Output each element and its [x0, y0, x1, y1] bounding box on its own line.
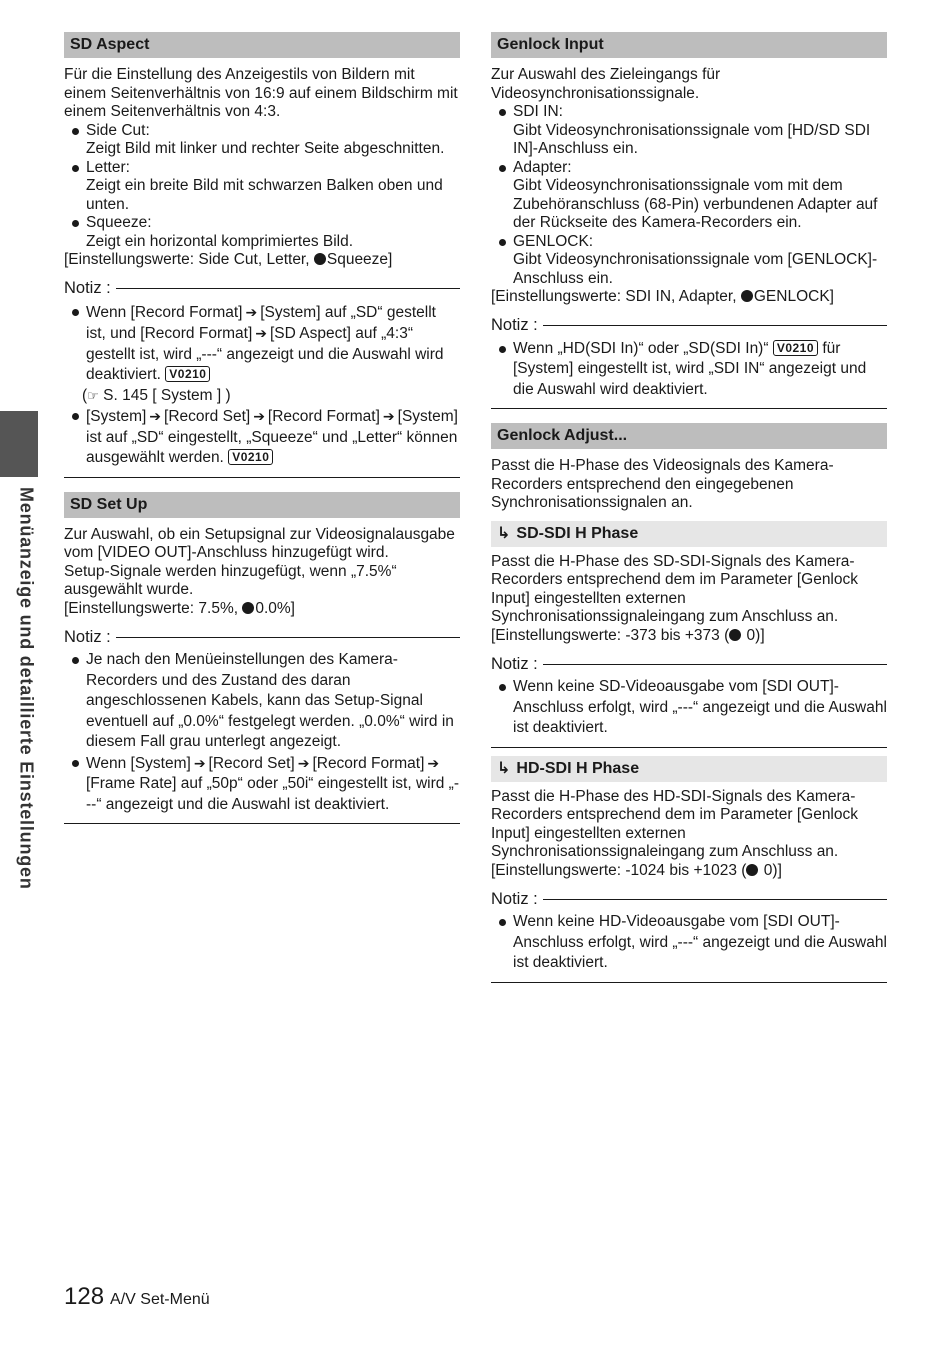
- note-text: [Record Format]: [267, 408, 380, 425]
- section-text: Setup-Signale werden hinzugefügt, wenn „7.5%“ ausgewählt wurde.: [64, 562, 397, 598]
- note-item: Wenn keine HD-Videoausgabe vom [SDI OUT]-Anschluss erfolgt, wird „---“ angezeigt und die Auswahl ist deaktiviert.: [491, 912, 887, 974]
- default-marker-icon: [729, 629, 741, 641]
- note-item: [491, 339, 887, 401]
- settings-default: Squeeze]: [326, 251, 393, 268]
- note-item: Je nach den Menüeinstellungen des Kamera-Recorders und des Zustand des daran angeschlossenen Kabels, kann das Setup-Signal eventuell auf „0.0%“ festgelegt werden. „0.0%“ wird in diesem Fall grau unterlegt angezeigt.: [64, 650, 460, 753]
- note-label: Notiz :: [64, 627, 111, 646]
- settings-prefix: [Einstellungswerte: -1024 bis +1023 (: [491, 861, 747, 879]
- note-text: Wenn [Record Format]: [86, 303, 243, 321]
- note-heading: [491, 653, 887, 675]
- note-item: [64, 753, 460, 816]
- section-intro: Passt die H-Phase des Videosignals des Kamera-Recorders entsprechend den eingegebenen Synchronisationssignalen an.: [491, 457, 834, 511]
- note-rule: [116, 288, 460, 289]
- note-heading: [491, 888, 887, 910]
- option-term: Squeeze:: [86, 214, 152, 231]
- option-item: [64, 122, 460, 159]
- note-heading: [491, 315, 887, 337]
- right-column: [491, 32, 887, 997]
- section-end-rule: [64, 477, 460, 478]
- settings-values: [64, 600, 460, 619]
- sub-item-arrow-icon: ↳: [497, 759, 511, 777]
- section-sd-set-up: [64, 492, 460, 825]
- option-term: SDI IN:: [513, 103, 563, 120]
- arrow-right-icon: ➔: [255, 325, 267, 341]
- option-term: Side Cut:: [86, 121, 150, 139]
- section-intro: Zur Auswahl, ob ein Setupsignal zur Videosignalausgabe vom [VIDEO OUT]-Anschluss hinzugefügt wird.: [64, 525, 455, 561]
- option-desc: Gibt Videosynchronisationssignale vom [HD/SD SDI IN]-Anschluss ein.: [513, 121, 871, 157]
- note-list: [491, 677, 887, 739]
- side-tab-marker: [0, 411, 38, 477]
- settings-default: GENLOCK]: [753, 288, 834, 305]
- sub-item-arrow-icon: ↳: [497, 524, 511, 542]
- page-footer: [64, 1283, 210, 1310]
- note-rule: [543, 664, 887, 665]
- version-badge: V0210: [773, 340, 818, 356]
- subsection-heading-hd-sdi-h-phase: [491, 756, 887, 782]
- arrow-right-icon: ➔: [149, 408, 162, 424]
- default-marker-icon: [242, 602, 254, 614]
- note-item: Wenn keine SD-Videoausgabe vom [SDI OUT]-Anschluss erfolgt, wird „---“ angezeigt und die Auswahl ist deaktiviert.: [491, 677, 887, 739]
- settings-default: 0)]: [759, 861, 782, 879]
- section-sd-aspect: [64, 32, 460, 478]
- note-list: [491, 339, 887, 401]
- note-text: [System] ist auf „SD“ eingestellt, „Squeeze“ und „Letter“ können ausgewählt werden.: [86, 408, 458, 466]
- settings-values: [491, 862, 887, 881]
- option-term: Letter:: [86, 158, 130, 176]
- section-end-rule: [491, 982, 887, 983]
- option-item: [64, 159, 460, 215]
- note-text: [System] auf „SD“ gestellt ist, und [Record Format]: [86, 303, 436, 342]
- option-term: GENLOCK:: [513, 232, 594, 250]
- default-marker-icon: [314, 253, 326, 265]
- arrow-right-icon: ➔: [193, 754, 206, 771]
- note-text: [Record Set]: [164, 408, 251, 425]
- note-text: Wenn „HD(SDI In)“ oder „SD(SDI In)“: [513, 339, 769, 357]
- section-heading-sd-set-up: SD Set Up: [64, 492, 460, 518]
- settings-default: 0)]: [742, 626, 765, 644]
- page-number: 128: [64, 1283, 105, 1310]
- version-badge: V0210: [165, 366, 210, 382]
- note-item: [64, 302, 460, 407]
- section-intro: Für die Einstellung des Anzeigestils von Bildern mit einem Seitenverhältnis von 16:9 auf einem Bildschirm mit einem Seitenverhältnis von 4:3.: [64, 66, 458, 120]
- note-label: Notiz :: [64, 279, 111, 298]
- option-item: [491, 159, 887, 233]
- option-desc: Gibt Videosynchronisationssignale vom mit dem Zubehöranschluss (68-Pin) verbundenen Adapter auf der Rückseite des Kamera-Recorders ein.: [513, 177, 878, 231]
- settings-prefix: [Einstellungswerte: -373 bis +373 (: [491, 626, 730, 644]
- settings-default: 0.0%]: [255, 599, 295, 617]
- settings-prefix: [Einstellungswerte: Side Cut, Letter,: [64, 251, 314, 268]
- section-heading-genlock-adjust: Genlock Adjust...: [491, 423, 887, 449]
- subsection-title: HD-SDI H Phase: [516, 759, 640, 777]
- settings-values: [491, 627, 887, 646]
- settings-values: [491, 288, 887, 307]
- option-desc: Zeigt ein breite Bild mit schwarzen Balken oben und unten.: [86, 177, 443, 213]
- note-text: [Frame Rate] auf „50p“ oder „50i“ eingestellt ist, wird „---“ angezeigt und die Auswahl ist deaktiviert.: [86, 775, 459, 813]
- note-text: für [System] eingestellt ist, wird „SDI IN“ angezeigt und die Auswahl wird deaktiviert.: [513, 339, 867, 398]
- note-label: Notiz :: [491, 889, 538, 908]
- note-rule: [543, 325, 887, 326]
- note-text: [System]: [86, 408, 147, 425]
- option-item: [491, 233, 887, 289]
- default-marker-icon: [746, 864, 758, 876]
- option-list: [491, 103, 887, 288]
- arrow-right-icon: ➔: [297, 754, 310, 771]
- side-chapter-label: Menüanzeige und detaillierte Einstellungen: [16, 487, 37, 890]
- option-desc: Zeigt Bild mit linker und rechter Seite abgeschnitten.: [86, 140, 445, 157]
- note-text: [SD Aspect] auf „4:3“ gestellt ist, wird „---“ angezeigt und die Auswahl wird deaktiviert.: [86, 325, 444, 383]
- arrow-right-icon: ➔: [245, 303, 258, 320]
- note-heading: [64, 626, 460, 648]
- page-reference: (☞ S. 145 [ System ] ): [82, 386, 231, 404]
- section-end-rule: [491, 747, 887, 748]
- section-end-rule: [64, 823, 460, 824]
- subsection-title: SD-SDI H Phase: [516, 524, 639, 542]
- section-heading-sd-aspect: SD Aspect: [64, 32, 460, 58]
- section-intro: Zur Auswahl des Zieleingangs für Videosynchronisationssignale.: [491, 66, 721, 102]
- option-desc: Gibt Videosynchronisationssignale vom [GENLOCK]-Anschluss ein.: [513, 251, 878, 287]
- arrow-right-icon: ➔: [253, 408, 265, 424]
- left-column: [64, 32, 460, 838]
- note-rule: [116, 637, 460, 638]
- option-item: [491, 103, 887, 159]
- arrow-right-icon: ➔: [382, 408, 395, 424]
- option-term: Adapter:: [513, 158, 572, 176]
- subsection-text: Passt die H-Phase des HD-SDI-Signals des Kamera-Recorders entsprechend dem im Parameter [Genlock Input] eingestellten externen Synchronisationssignaleingang zum Anschluss an.: [491, 787, 858, 860]
- option-item: [64, 214, 460, 251]
- arrow-right-icon: ➔: [427, 754, 440, 771]
- section-genlock-adjust: [491, 423, 887, 983]
- subsection-text: Passt die H-Phase des SD-SDI-Signals des Kamera-Recorders entsprechend dem im Parameter [Genlock Input] eingestellten externen Synchronisationssignaleingang zum Anschluss an.: [491, 552, 858, 625]
- settings-prefix: [Einstellungswerte: SDI IN, Adapter,: [491, 288, 741, 305]
- reference-text: S. 145 [ System ] ): [103, 386, 231, 404]
- pointing-hand-icon: ☞: [87, 387, 99, 403]
- note-list: [64, 650, 460, 815]
- section-heading-genlock-input: Genlock Input: [491, 32, 887, 58]
- note-text: [Record Format]: [312, 754, 425, 772]
- section-end-rule: [491, 408, 887, 409]
- section-genlock-input: [491, 32, 887, 409]
- note-label: Notiz :: [491, 316, 538, 335]
- footer-section-title: A/V Set-Menü: [110, 1291, 210, 1308]
- note-rule: [543, 899, 887, 900]
- note-list: [491, 912, 887, 974]
- settings-values: [64, 251, 460, 270]
- note-text: [Record Set]: [208, 754, 295, 772]
- note-item: [64, 406, 460, 469]
- settings-prefix: [Einstellungswerte: 7.5%,: [64, 599, 243, 617]
- option-desc: Zeigt ein horizontal komprimiertes Bild.: [86, 232, 354, 250]
- note-text: Wenn [System]: [86, 754, 191, 772]
- note-label: Notiz :: [491, 654, 538, 673]
- default-marker-icon: [741, 290, 753, 302]
- option-list: [64, 122, 460, 252]
- subsection-heading-sd-sdi-h-phase: [491, 521, 887, 547]
- version-badge: V0210: [228, 449, 273, 465]
- note-heading: [64, 278, 460, 300]
- note-list: [64, 302, 460, 469]
